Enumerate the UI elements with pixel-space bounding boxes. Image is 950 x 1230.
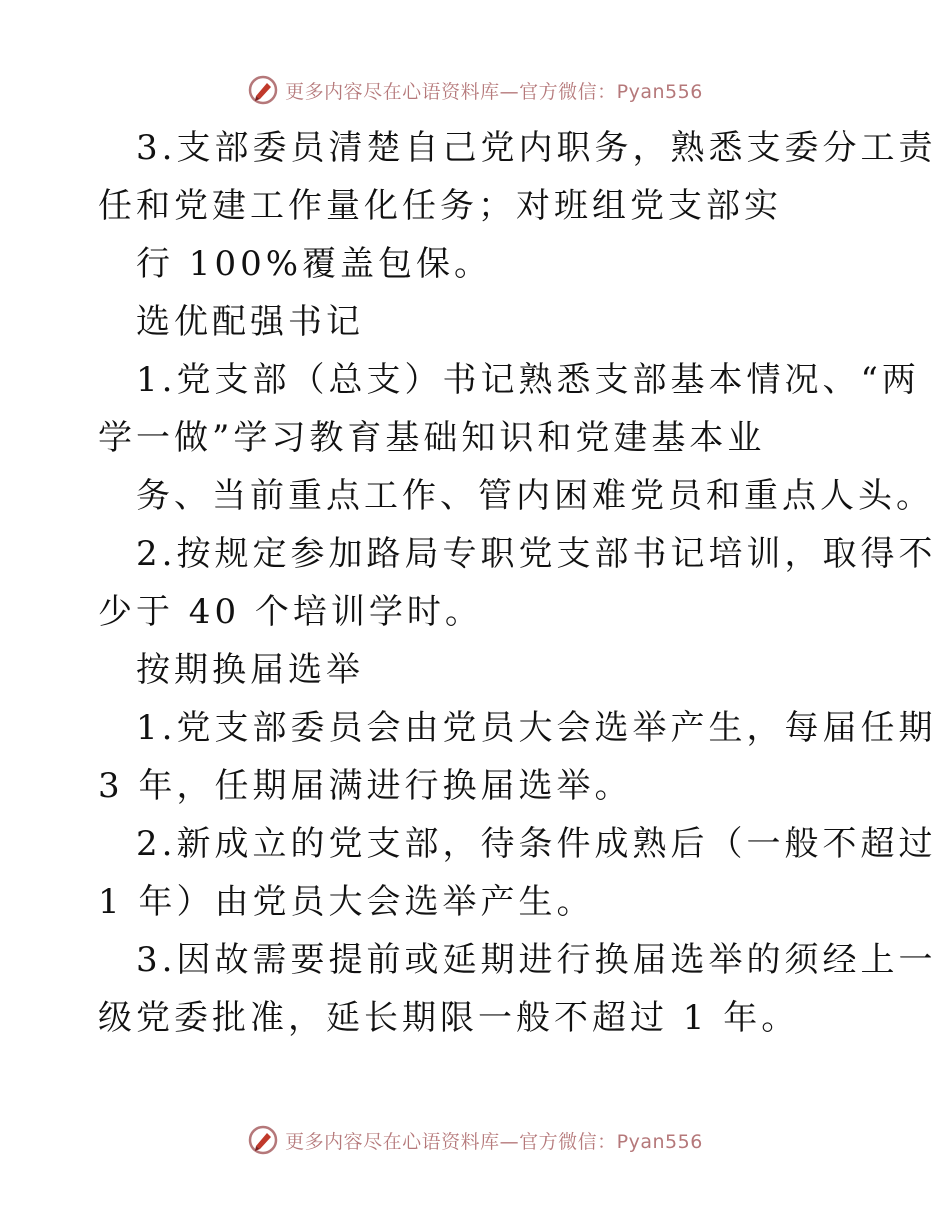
paragraph-line: 少于 40 个培训学时。 <box>98 592 483 632</box>
watermark-text: 更多内容尽在心语资料库—官方微信：Pyan556 <box>285 1130 703 1153</box>
section-heading: 按期换届选举 <box>136 650 364 690</box>
paragraph-line: 3.支部委员清楚自己党内职务，熟悉支委分工责 <box>136 128 937 168</box>
pen-nib-seal-icon <box>247 1124 279 1156</box>
watermark-text: 更多内容尽在心语资料库—官方微信：Pyan556 <box>285 80 703 103</box>
paragraph-line: 2.新成立的党支部，待条件成熟后（一般不超过 <box>136 824 937 864</box>
paragraph-line: 2.按规定参加路局专职党支部书记培训，取得不 <box>136 534 937 574</box>
paragraph-line: 3 年，任期届满进行换届选举。 <box>98 766 633 806</box>
paragraph-line: 1 年）由党员大会选举产生。 <box>98 882 595 922</box>
section-heading: 选优配强书记 <box>136 302 364 342</box>
paragraph-line: 1.党支部（总支）书记熟悉支部基本情况、“两 <box>136 360 920 400</box>
paragraph-line: 任和党建工作量化任务；对班组党支部实 <box>98 186 782 226</box>
paragraph-line: 级党委批准，延长期限一般不超过 1 年。 <box>98 998 800 1038</box>
paragraph-line: 3.因故需要提前或延期进行换届选举的须经上一 <box>136 940 937 980</box>
paragraph-line: 学一做”学习教育基础知识和党建基本业 <box>98 418 766 458</box>
paragraph-line: 务、当前重点工作、管内困难党员和重点人头。 <box>136 476 934 516</box>
paragraph-line: 行 100%覆盖包保。 <box>136 244 493 284</box>
pen-nib-seal-icon <box>247 74 279 106</box>
header-watermark <box>0 72 950 108</box>
footer-watermark <box>0 1122 950 1158</box>
paragraph-line: 1.党支部委员会由党员大会选举产生，每届任期 <box>136 708 937 748</box>
